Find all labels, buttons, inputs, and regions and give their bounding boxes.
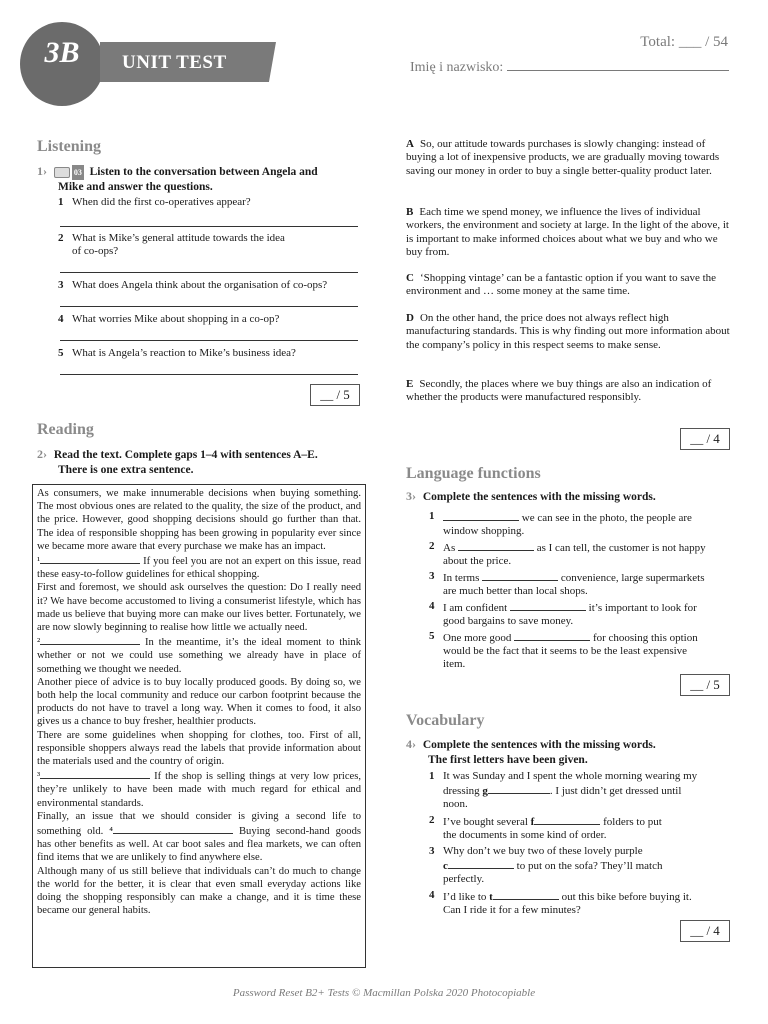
gap-4[interactable]: [113, 823, 233, 834]
option-b: B Each time we spend money, we influence the lives of individual workers, the environment and society at large. In the light of the above, it is important to make informed choices about what we buy and who we buy from.: [406, 206, 729, 258]
vocab-gap-1[interactable]: [488, 783, 550, 794]
listening-q1: 1 When did the first co-operatives appear?: [58, 196, 251, 208]
listening-score[interactable]: __ / 5: [310, 384, 360, 406]
vocabulary-score[interactable]: __ / 4: [680, 920, 730, 942]
lf-gap-1[interactable]: [443, 510, 519, 521]
answer-line-3[interactable]: [60, 306, 358, 307]
vocabulary-instruction: 4› Complete the sentences with the missing words. The first letters have been given.: [406, 737, 656, 766]
vocab-item-1: 1 It was Sunday and I spent the whole morning wearing my dressing g . I just didn’t get dressed until noon.: [429, 770, 698, 810]
lf-gap-3[interactable]: [482, 570, 558, 581]
listening-q3: 3 What does Angela think about the organisation of co-ops?: [58, 279, 328, 291]
track-number: 03: [72, 165, 84, 180]
lf-item-2: 2 As as I can tell, the customer is not happy about the price.: [429, 540, 706, 567]
lf-item-1: 1 we can see in the photo, the people are window shopping.: [429, 510, 692, 537]
listening-instruction-2: Mike and answer the questions.: [58, 181, 213, 193]
gap-2-number: ²: [37, 637, 41, 649]
passage-p5b: Buying second-hand goods has other benefits as well. At car boot sales and flea markets, we can often find items that we are unlikely to find anywhere else.: [37, 826, 361, 864]
unit-number: 3B: [44, 36, 80, 69]
passage-p2b: In the meantime, it’s the ideal moment to think whether or not we could use something we already have in place of something we thought we needed.: [37, 637, 361, 675]
language-functions-score[interactable]: __ / 5: [680, 674, 730, 696]
reading-instruction-2: There is one extra sentence.: [58, 464, 194, 476]
gap-2[interactable]: [40, 634, 140, 645]
name-label: Imię i nazwisko:: [410, 60, 504, 75]
gap-4-number: ⁴: [109, 826, 113, 838]
reading-instruction: 2› Read the text. Complete gaps 1–4 with sentences A–E. There is one extra sentence.: [37, 447, 318, 476]
cd-icon: [54, 167, 70, 178]
option-a: A So, our attitude towards purchases is slowly changing: instead of buying a lot of inexpensive products, we are gradually moving towards saving our money in order to buy a single better-quality product later.: [406, 138, 720, 177]
vocab-item-4: 4 I’d like to t out this bike before buying it. Can I ride it for a few minutes?: [429, 889, 692, 916]
passage-p4b: If the shop is selling things at very low prices, they’re unlikely to have been made with much regard for ethical and environmental standards.: [37, 771, 361, 809]
vocab-item-2: 2 I’ve bought several f folders to put the documents in some kind of order.: [429, 814, 662, 841]
listening-title: Listening: [37, 138, 102, 155]
passage-p4: There are some guidelines when shopping for clothes, too. First of all, responsible shoppers always read the labels that provide information about the materials used and the country of origin.: [37, 729, 361, 768]
page-title: UNIT TEST: [122, 52, 227, 73]
vocab-gap-4[interactable]: [493, 889, 559, 900]
name-field[interactable]: [410, 58, 729, 76]
option-d: D On the other hand, the price does not always reflect high manufacturing standards. This is why finding out more information about the company’s policy in this respect seems to make sense.: [406, 312, 730, 351]
passage-p5: Finally, an issue that we should consider is giving a second life to something old.: [37, 810, 361, 838]
lf-gap-5[interactable]: [514, 630, 590, 641]
passage-p2: First and foremost, we should ask ourselves the question: Do I really need it? We have become accustomed to living a consumerist lifestyle, which has made us believe that buying more can make our lives better. Fortunately, we are now slowly beginning to realise how little we actually need.: [37, 582, 361, 634]
answer-line-2[interactable]: [60, 272, 358, 273]
task-3-number: 3: [406, 489, 412, 503]
listening-instruction: 1› 03 Listen to the conversation between Angela and Mike and answer the questions.: [37, 164, 318, 193]
vocab-gap-2[interactable]: [534, 814, 600, 825]
lf-item-3: 3 In terms convenience, large supermarkets are much better than local shops.: [429, 570, 705, 597]
option-c: C ‘Shopping vintage’ can be a fantastic option if you want to save the environment and … some money at the same time.: [406, 272, 717, 298]
answer-line-1[interactable]: [60, 226, 358, 227]
listening-q4: 4 What worries Mike about shopping in a co-op?: [58, 313, 280, 325]
option-e: E Secondly, the places where we buy things are also an indication of whether the products were manufactured responsibly.: [406, 378, 712, 404]
lf-item-5: 5 One more good for choosing this option would be the fact that it seems to be the least expensive item.: [429, 630, 698, 670]
passage-p6: Although many of us still believe that individuals can’t do much to change the world for the better, it is clear that even small everyday actions like doing the shopping responsibly can make a change, and it is time these became our general habits.: [37, 865, 361, 917]
vocabulary-title: Vocabulary: [406, 712, 485, 729]
passage-p1b: If you feel you are not an expert on this issue, read these easy-to-follow guidelines for ethical shopping.: [37, 556, 361, 581]
answer-line-4[interactable]: [60, 340, 358, 341]
task-4-number: 4: [406, 737, 412, 751]
gap-3-number: ³: [37, 771, 41, 783]
lf-item-4: 4 I am confident it’s important to look for good bargains to save money.: [429, 600, 697, 627]
gap-3[interactable]: [40, 768, 150, 779]
lf-gap-4[interactable]: [510, 600, 586, 611]
listening-q5: 5 What is Angela’s reaction to Mike’s business idea?: [58, 347, 296, 359]
listening-q2: 2 What is Mike’s general attitude towards the idea of co-ops?: [58, 232, 285, 257]
task-1-number: 1: [37, 164, 43, 178]
footer: Password Reset B2+ Tests © Macmillan Polska 2020 Photocopiable: [232, 987, 536, 999]
reading-title: Reading: [37, 421, 94, 438]
gap-1-number: ¹: [37, 556, 41, 568]
answer-line-5[interactable]: [60, 374, 358, 375]
lf-gap-2[interactable]: [458, 540, 534, 551]
passage-p3: Another piece of advice is to buy locally produced goods. By doing so, we both help the local community and reduce our carbon footprint because the products do not have to travel a long way. When it comes to food, it also gives us a chance to buy fresher, healthier products.: [37, 676, 361, 728]
language-functions-instruction: 3› Complete the sentences with the missing words.: [406, 489, 656, 503]
total-score: Total: ___ / 54: [640, 34, 728, 50]
task-2-number: 2: [37, 447, 43, 461]
language-functions-title: Language functions: [406, 465, 541, 482]
reading-score[interactable]: __ / 4: [680, 428, 730, 450]
vocab-gap-3[interactable]: [448, 858, 514, 869]
passage-p1: As consumers, we make innumerable decisions when buying something. The most obvious ones are related to the quality, the size of the product, and the price. However, good shopping decisions should go further than that. The idea of responsible shopping has been growing in popularity ever since we became more aware that every purchase we make has an impact.: [37, 488, 361, 552]
listening-instruction-1: Listen to the conversation between Angela and: [89, 166, 318, 178]
vocab-item-3: 3 Why don’t we buy two of these lovely purple c to put on the sofa? They’ll match perfectly.: [429, 845, 663, 885]
reading-passage: [32, 484, 366, 968]
reading-instruction-1: Read the text. Complete gaps 1–4 with sentences A–E.: [53, 449, 318, 461]
gap-1[interactable]: [40, 553, 140, 564]
